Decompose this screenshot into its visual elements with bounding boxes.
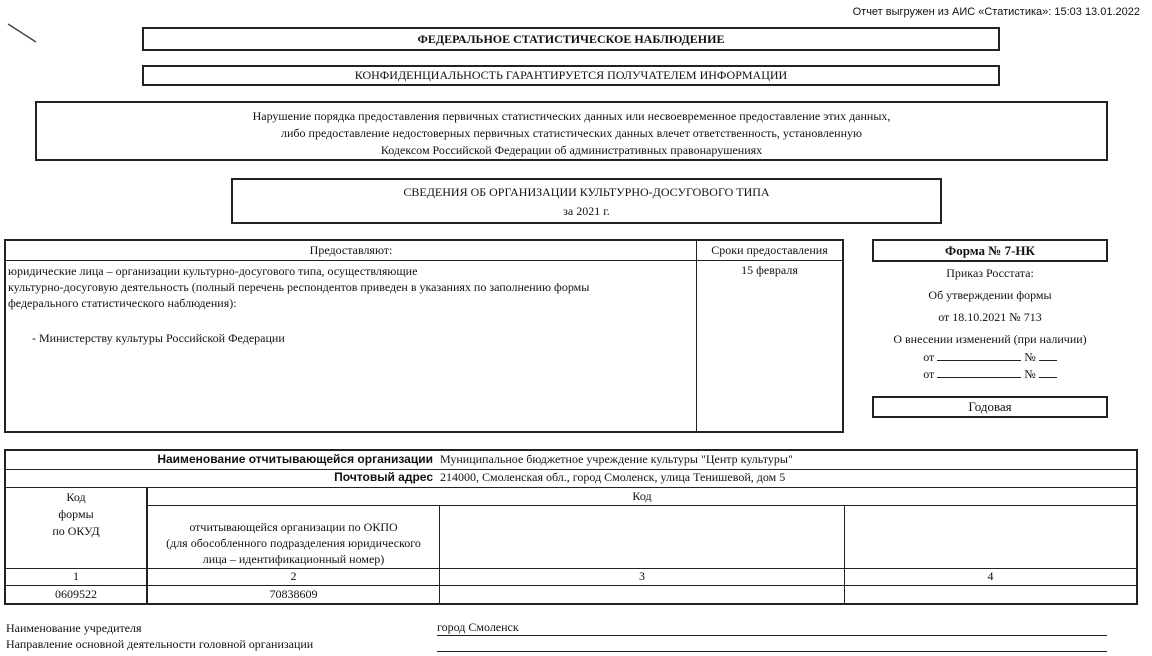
submitters-table	[4, 239, 844, 433]
form-approval-label: Об утверждении формы	[928, 288, 1052, 302]
form-order-block	[872, 266, 1108, 383]
warning-line-1: Нарушение порядка предоставления первичных статистических данных или несвоевременное предоставление этих данных,	[252, 109, 891, 123]
periodicity-box	[872, 396, 1108, 418]
form-approval-date: от 18.10.2021 № 713	[938, 310, 1042, 324]
okpo-header: отчитывающейся организации по ОКПО (для обособленного подразделения юридического лица – идентификационный номер)	[166, 520, 421, 566]
org-address-row	[6, 470, 1136, 485]
confidentiality-text: КОНФИДЕНЦИАЛЬНОСТЬ ГАРАНТИРУЕТСЯ ПОЛУЧАТЕЛЕМ ИНФОРМАЦИИ	[354, 68, 788, 82]
okud-header: Код формы по ОКУД	[52, 490, 100, 538]
okud-code-value: 0609522	[55, 587, 97, 601]
code-header: Код	[632, 489, 652, 503]
col-number-2: 2	[290, 569, 297, 583]
amendment-number-field[interactable]	[1039, 366, 1057, 378]
organization-table	[4, 449, 1138, 605]
amendment-date-field[interactable]	[937, 349, 1021, 361]
export-note: Отчет выгружен из АИС «Статистика»: 15:03 13.01.2022	[852, 6, 1140, 18]
amendment-from-label: от	[923, 367, 935, 381]
submitters-header: Предоставляют:	[309, 243, 393, 257]
warning-box	[35, 101, 1108, 161]
deadline-header: Сроки предоставления	[711, 243, 828, 257]
pen-mark-decoration	[6, 22, 40, 46]
form-amendment-row-1	[872, 349, 1108, 366]
org-name-value: Муниципальное бюджетное учреждение культуры "Центр культуры"	[440, 452, 793, 466]
amendment-from-label: от	[923, 350, 935, 364]
form-order-label: Приказ Росстата:	[946, 266, 1034, 280]
org-name-row	[6, 452, 1136, 467]
submitters-description	[8, 263, 694, 311]
col-number-4: 4	[987, 569, 994, 583]
amendment-date-field[interactable]	[937, 366, 1021, 378]
org-address-value: 214000, Смоленская обл., город Смоленск, улица Тенишевой, дом 5	[440, 470, 786, 484]
submitters-line-1: юридические лица – организации культурно-досугового типа, осуществляющие	[8, 264, 418, 278]
report-title: СВЕДЕНИЯ ОБ ОРГАНИЗАЦИИ КУЛЬТУРНО-ДОСУГОВОГО ТИПА	[403, 185, 770, 199]
periodicity-value: Годовая	[968, 399, 1012, 414]
report-period: за 2021 г.	[563, 204, 610, 218]
col-number-3: 3	[639, 569, 645, 583]
warning-line-2: либо предоставление недостоверных первичных статистических данных влечет ответственность, установленную	[281, 126, 862, 140]
form-amendments-label: О внесении изменений (при наличии)	[893, 332, 1087, 346]
submitters-recipient: - Министерству культуры Российской Федерации	[32, 331, 285, 345]
col-number-1: 1	[73, 569, 79, 583]
deadline-value: 15 февраля	[741, 263, 798, 277]
form-number-box	[872, 239, 1108, 262]
amendment-number-field[interactable]	[1039, 349, 1057, 361]
amendment-no-label: №	[1024, 367, 1036, 381]
founder-label: Наименование учредителя	[6, 621, 142, 635]
org-name-label: Наименование отчитывающейся организации	[157, 452, 433, 466]
form-amendment-row-2	[872, 366, 1108, 383]
amendment-no-label: №	[1024, 350, 1036, 364]
org-address-label: Почтовый адрес	[334, 470, 433, 484]
founder-value: город Смоленск	[437, 620, 519, 634]
federal-observation-banner	[142, 27, 1000, 51]
warning-line-3: Кодексом Российской Федерации об административных правонарушениях	[380, 143, 763, 157]
founder-field	[437, 620, 1107, 636]
confidentiality-banner	[142, 65, 1000, 86]
direction-label: Направление основной деятельности головной организации	[6, 637, 314, 651]
direction-field	[437, 637, 1107, 652]
federal-observation-text: ФЕДЕРАЛЬНОЕ СТАТИСТИЧЕСКОЕ НАБЛЮДЕНИЕ	[417, 32, 725, 46]
submitters-line-2: культурно-досуговую деятельность (полный перечень респондентов приведен в указаниях по заполнению формы	[8, 280, 590, 294]
form-number: Форма № 7-НК	[945, 243, 1035, 258]
report-title-box	[231, 178, 942, 224]
submitters-line-3: федерального статистического наблюдения):	[8, 296, 237, 310]
okpo-code-value: 70838609	[269, 587, 318, 601]
